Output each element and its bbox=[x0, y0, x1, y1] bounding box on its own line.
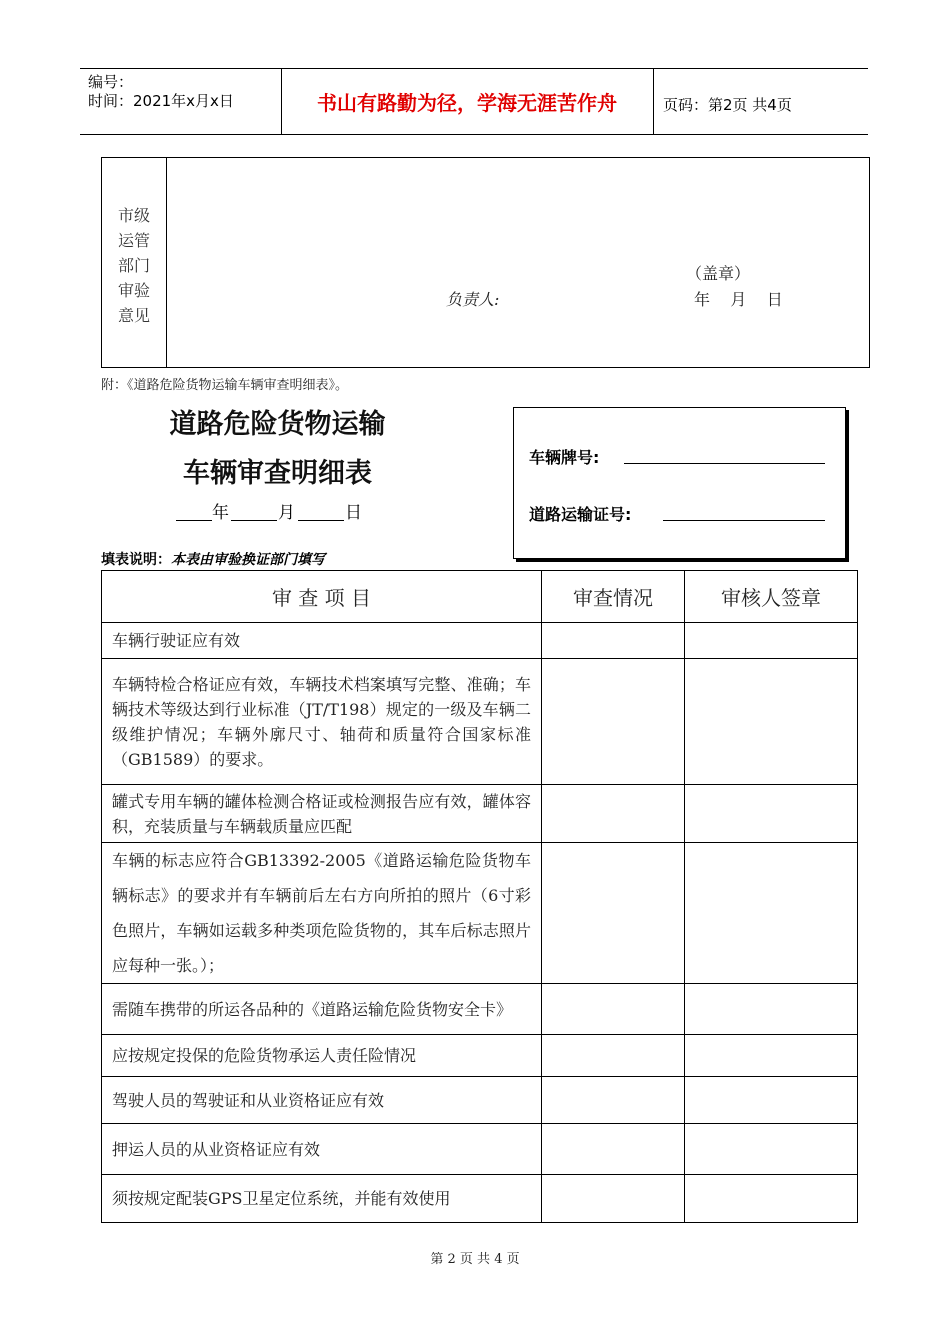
approval-label-line: 运管 bbox=[117, 231, 150, 250]
day-blank bbox=[298, 520, 344, 521]
plate-label: 车辆牌号: bbox=[529, 448, 600, 467]
reviewer-sign-cell[interactable] bbox=[685, 1077, 858, 1124]
review-status-cell[interactable] bbox=[542, 785, 685, 843]
review-item: 车辆特检合格证应有效，车辆技术档案填写完整、准确；车辆技术等级达到行业标准（JT/T198）规定的一级及车辆二级维护情况；车辆外廓尺寸、轴荷和质量符合国家标准（GB1589）的要求。 bbox=[102, 659, 542, 785]
review-item: 须按规定配装GPS卫星定位系统，并能有效使用 bbox=[102, 1175, 542, 1223]
table-row bbox=[102, 623, 858, 659]
review-status-cell[interactable] bbox=[542, 1077, 685, 1124]
table-row bbox=[102, 984, 858, 1035]
review-item: 驾驶人员的驾驶证和从业资格证应有效 bbox=[102, 1077, 542, 1124]
review-status-cell[interactable] bbox=[542, 1175, 685, 1223]
month-label: 月 bbox=[278, 503, 295, 523]
month-blank bbox=[231, 520, 277, 521]
serial-label: 编号： bbox=[88, 73, 134, 91]
table-row bbox=[102, 785, 858, 843]
approval-label-line: 意见 bbox=[117, 306, 150, 325]
approval-date: 年 月 日 bbox=[694, 290, 783, 309]
review-status-cell[interactable] bbox=[542, 623, 685, 659]
review-table bbox=[101, 570, 858, 1223]
fill-note bbox=[101, 549, 325, 569]
page-footer: 第 2 页 共 4 页 bbox=[430, 1252, 520, 1267]
reviewer-sign-cell[interactable] bbox=[685, 659, 858, 785]
approval-label bbox=[105, 203, 163, 328]
review-item: 应按规定投保的危险货物承运人责任险情况 bbox=[102, 1035, 542, 1077]
reviewer-sign-cell[interactable] bbox=[685, 984, 858, 1035]
review-status-cell[interactable] bbox=[542, 1035, 685, 1077]
approval-box bbox=[101, 157, 870, 368]
header-review-item: 审 查 项 目 bbox=[102, 571, 542, 623]
review-item: 押运人员的从业资格证应有效 bbox=[102, 1124, 542, 1175]
fill-note-text: 本表由审验换证部门填写 bbox=[171, 552, 325, 568]
fill-note-prefix: 填表说明： bbox=[101, 552, 171, 568]
reviewer-sign-cell[interactable] bbox=[685, 843, 858, 984]
form-title-line2: 车辆审查明细表 bbox=[183, 458, 372, 489]
reviewer-sign-cell[interactable] bbox=[685, 1124, 858, 1175]
review-item: 罐式专用车辆的罐体检测合格证或检测报告应有效，罐体容积，充装质量与车辆载质量应匹配 bbox=[102, 785, 542, 843]
responsible-label: 负责人: bbox=[446, 290, 500, 309]
vehicle-info-box bbox=[513, 407, 846, 559]
review-item: 车辆的标志应符合GB13392-2005《道路运输危险货物车辆标志》的要求并有车辆前后左右方向所拍的照片（6寸彩色照片，车辆如运载多种类项危险货物的，其车后标志照片应每种一张。）； bbox=[102, 843, 542, 984]
motto: 书山有路勤为径，学海无涯苦作舟 bbox=[317, 90, 617, 115]
reviewer-sign-cell[interactable] bbox=[685, 1175, 858, 1223]
review-item: 车辆行驶证应有效 bbox=[102, 623, 542, 659]
date-label: 时间：2021年x月x日 bbox=[88, 92, 234, 110]
header-reviewer-sign: 审核人签章 bbox=[685, 571, 858, 623]
approval-label-line: 审验 bbox=[117, 281, 150, 300]
day-label: 日 bbox=[345, 503, 362, 523]
attachment-note: 附：《道路危险货物运输车辆审查明细表》。 bbox=[101, 378, 349, 393]
review-status-cell[interactable] bbox=[542, 659, 685, 785]
page-code: 页码：第2页 共4页 bbox=[663, 96, 792, 114]
year-blank bbox=[176, 520, 212, 521]
table-row bbox=[102, 843, 858, 984]
header-bottom-border bbox=[80, 134, 868, 135]
permit-field[interactable] bbox=[663, 520, 825, 521]
approval-label-line: 部门 bbox=[117, 256, 150, 275]
review-item: 需随车携带的所运各品种的《道路运输危险货物安全卡》 bbox=[102, 984, 542, 1035]
header-divider bbox=[653, 68, 654, 134]
seal-label: （盖章） bbox=[686, 264, 751, 283]
reviewer-sign-cell[interactable] bbox=[685, 1035, 858, 1077]
table-row bbox=[102, 1175, 858, 1223]
review-status-cell[interactable] bbox=[542, 843, 685, 984]
review-status-cell[interactable] bbox=[542, 984, 685, 1035]
approval-divider bbox=[166, 157, 167, 368]
plate-field[interactable] bbox=[624, 463, 825, 464]
review-status-cell[interactable] bbox=[542, 1124, 685, 1175]
table-header-row bbox=[102, 571, 858, 623]
permit-label: 道路运输证号: bbox=[529, 505, 632, 524]
reviewer-sign-cell[interactable] bbox=[685, 785, 858, 843]
approval-label-line: 市级 bbox=[117, 206, 150, 225]
form-title-line1: 道路危险货物运输 bbox=[169, 409, 386, 440]
table-row bbox=[102, 659, 858, 785]
year-label: 年 bbox=[212, 503, 229, 523]
table-row bbox=[102, 1035, 858, 1077]
header-review-status: 审查情况 bbox=[542, 571, 685, 623]
table-row bbox=[102, 1124, 858, 1175]
table-row bbox=[102, 1077, 858, 1124]
reviewer-sign-cell[interactable] bbox=[685, 623, 858, 659]
